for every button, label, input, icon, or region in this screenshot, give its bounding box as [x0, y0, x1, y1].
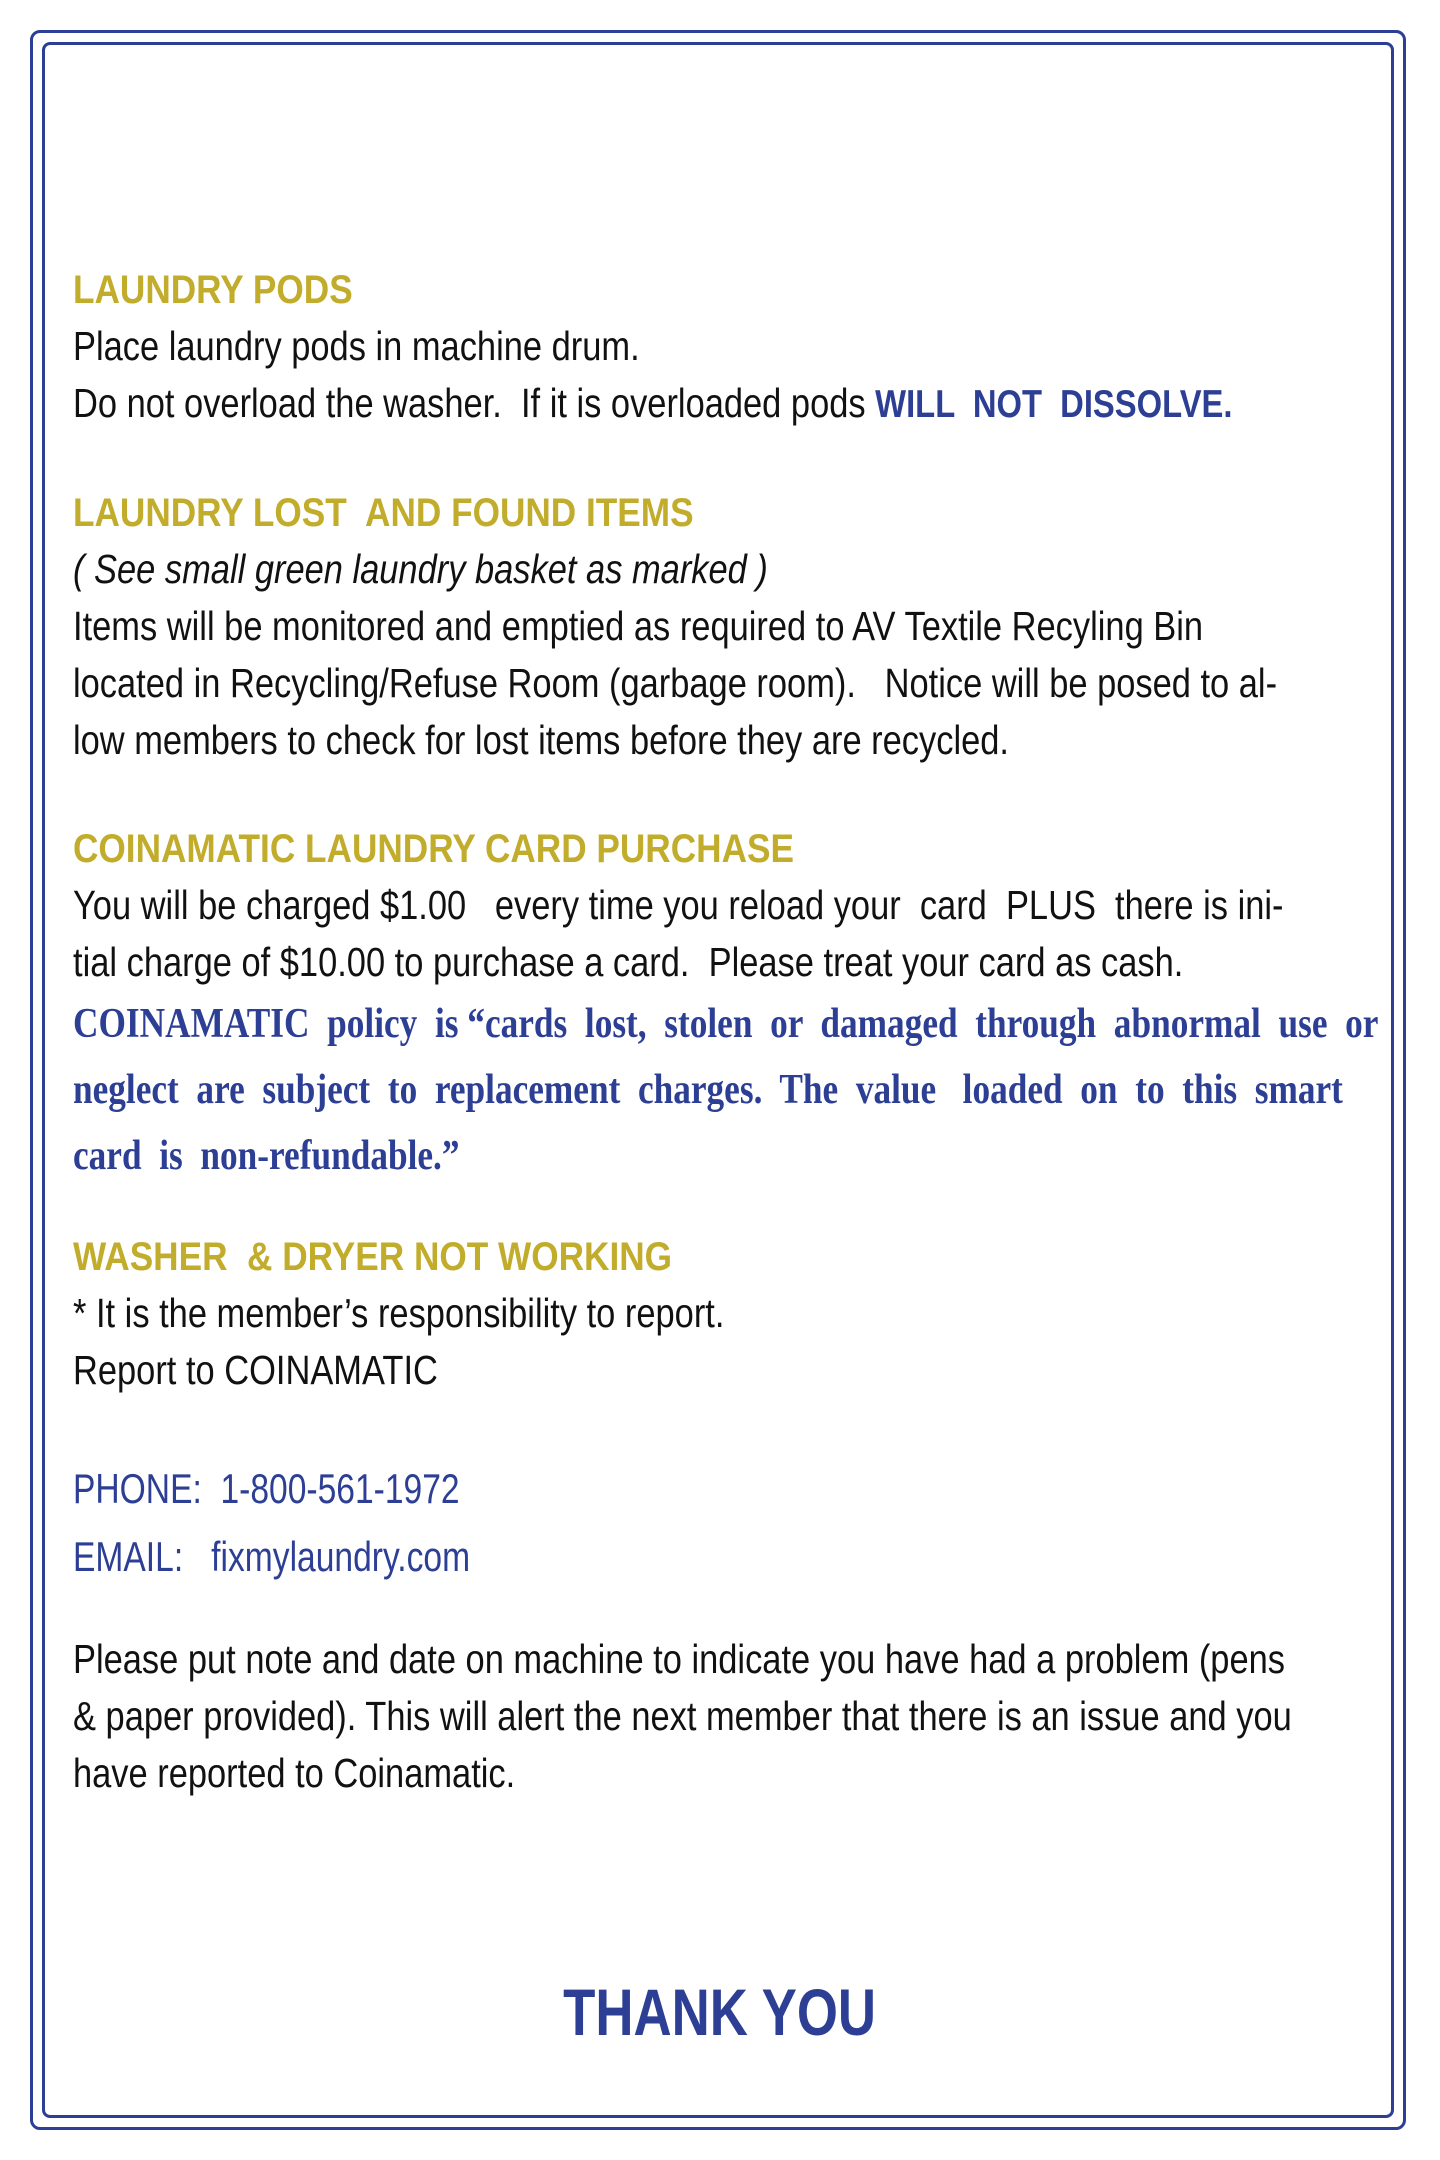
thank-you — [0, 1972, 1440, 2052]
note-line-3: have reported to Coinamatic. — [73, 1750, 516, 1796]
section-card-purchase — [73, 821, 1379, 1189]
note-line-2: & paper provided). This will alert the next member that there is an issue and you — [73, 1693, 1292, 1739]
heading-card-purchase: COINAMATIC LAUNDRY CARD PURCHASE — [73, 827, 794, 871]
card-line-2: tial charge of $10.00 to purchase a card. Please treat your card as cash. — [73, 939, 1184, 985]
section-not-working — [73, 1229, 1373, 1399]
heading-laundry-pods: LAUNDRY PODS — [73, 268, 353, 312]
notice-content — [73, 262, 1379, 1802]
not-working-line-2: Report to COINAMATIC — [73, 1347, 438, 1393]
pods-line-1: Place laundry pods in machine drum. — [73, 323, 640, 369]
section-lost-found — [73, 485, 1373, 769]
card-policy-line-2: neglect are subject to replacement charges. The value loaded on to this smart — [73, 1067, 1343, 1113]
lost-found-line-2: located in Recycling/Refuse Room (garbage room). Notice will be posed to al- — [73, 660, 1278, 706]
lost-found-note: ( See small green laundry basket as marked ) — [73, 546, 768, 592]
contact-phone: PHONE: 1-800-561-1972 — [73, 1465, 460, 1512]
heading-lost-found: LAUNDRY LOST AND FOUND ITEMS — [73, 491, 694, 535]
section-contact — [73, 1455, 1373, 1591]
card-policy-line-1: COINAMATIC policy is “cards lost, stolen or damaged through abnormal use or — [73, 1001, 1379, 1047]
pods-line-2 — [73, 375, 1233, 433]
note-line-1: Please put note and date on machine to indicate you have had a problem (pens — [73, 1636, 1285, 1682]
lost-found-line-1: Items will be monitored and emptied as required to AV Textile Recyling Bin — [73, 603, 1204, 649]
lost-found-line-3: low members to check for lost items before they are recycled. — [73, 717, 1009, 763]
contact-email: EMAIL: fixmylaundry.com — [73, 1533, 471, 1580]
section-laundry-pods — [73, 262, 1373, 433]
pods-warning: WILL NOT DISSOLVE. — [875, 383, 1233, 426]
section-note — [73, 1631, 1373, 1802]
not-working-line-1: * It is the member’s responsibility to report. — [73, 1290, 725, 1336]
card-line-1: You will be charged $1.00 every time you reload your card PLUS there is ini- — [73, 882, 1284, 928]
card-policy-line-3: card is non-refundable.” — [73, 1133, 460, 1179]
thank-you-text: THANK YOU — [563, 1975, 877, 2049]
heading-not-working: WASHER & DRYER NOT WORKING — [73, 1235, 673, 1279]
pods-line-2-text: Do not overload the washer. If it is overloaded pods — [73, 380, 876, 426]
